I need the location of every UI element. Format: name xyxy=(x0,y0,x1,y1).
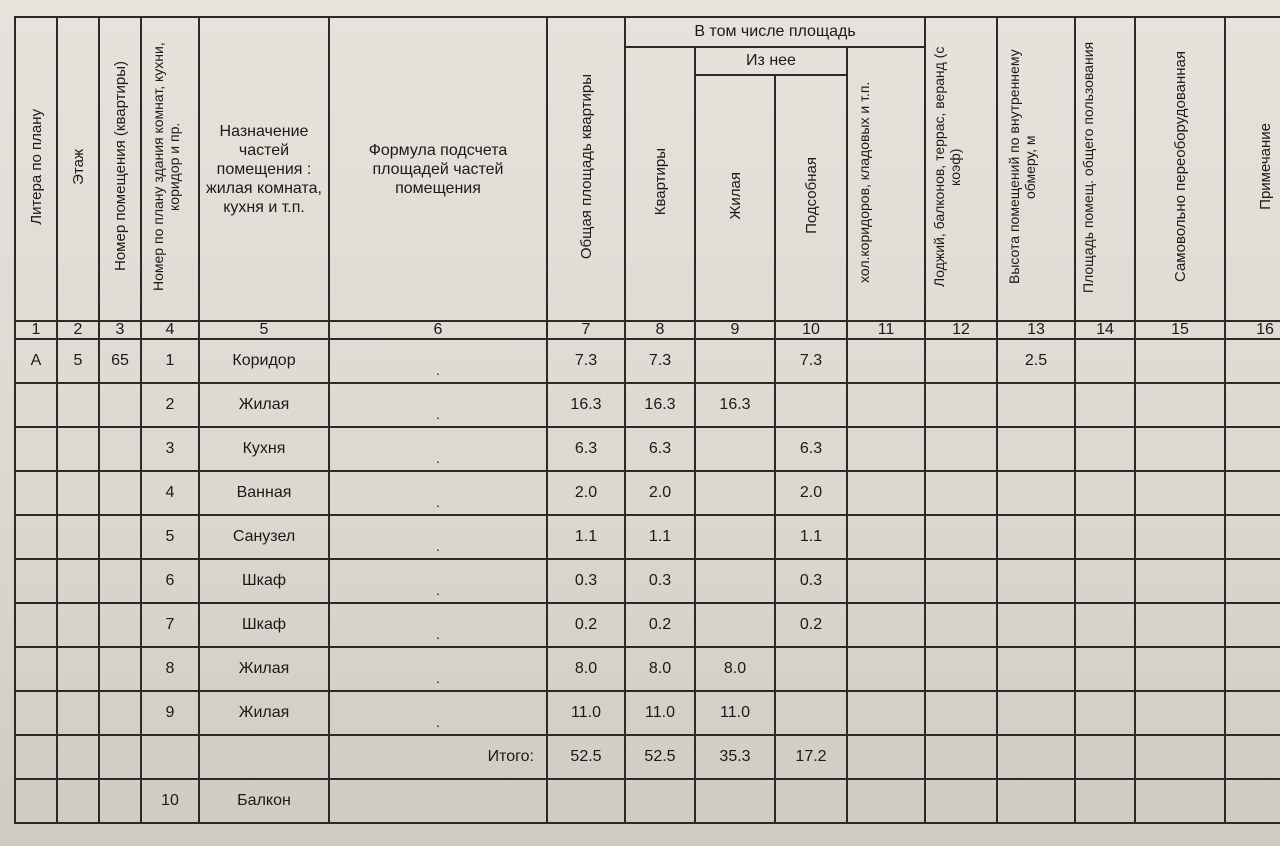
column-numbers-row xyxy=(15,321,1280,339)
room-purpose: Ванная xyxy=(199,471,329,515)
height xyxy=(997,383,1075,427)
litera xyxy=(15,691,57,735)
room-number: 10 xyxy=(141,779,199,823)
total-area: 7.3 xyxy=(547,339,625,383)
apartment-number xyxy=(99,471,141,515)
unauthorized xyxy=(1135,339,1225,383)
room-purpose: Жилая xyxy=(199,383,329,427)
unauthorized xyxy=(1135,647,1225,691)
table-row xyxy=(15,691,1280,735)
living-area xyxy=(695,603,775,647)
note xyxy=(1225,471,1280,515)
header-litera: Литера по плану xyxy=(15,17,57,321)
height xyxy=(997,691,1075,735)
height: 2.5 xyxy=(997,339,1075,383)
apartment-area: 1.1 xyxy=(625,515,695,559)
room-number: 7 xyxy=(141,603,199,647)
litera xyxy=(15,515,57,559)
common-area xyxy=(1075,647,1135,691)
column-number: 2 xyxy=(57,321,99,339)
room-number: 9 xyxy=(141,691,199,735)
total-area: 6.3 xyxy=(547,427,625,471)
litera xyxy=(15,471,57,515)
loggias xyxy=(925,559,997,603)
floor xyxy=(57,383,99,427)
table-row xyxy=(15,603,1280,647)
header-common-area: Площадь помещ. общего пользования xyxy=(1075,17,1135,321)
apartment-area: 0.2 xyxy=(625,603,695,647)
apartment-number xyxy=(99,383,141,427)
header-apartment-area: Квартиры xyxy=(625,47,695,321)
litera xyxy=(15,647,57,691)
cold-corridors xyxy=(847,691,925,735)
table-row xyxy=(15,427,1280,471)
column-number: 5 xyxy=(199,321,329,339)
formula: . xyxy=(329,603,547,647)
living-area: 16.3 xyxy=(695,383,775,427)
room-number: 8 xyxy=(141,647,199,691)
header-apartment: Номер помещения (квартиры) xyxy=(99,17,141,321)
common-area xyxy=(1075,691,1135,735)
floor xyxy=(57,515,99,559)
floor xyxy=(57,603,99,647)
unauthorized xyxy=(1135,559,1225,603)
header-auxiliary-area: Подсобная xyxy=(775,75,847,321)
note xyxy=(1225,515,1280,559)
common-area xyxy=(1075,515,1135,559)
formula: . xyxy=(329,647,547,691)
formula: . xyxy=(329,559,547,603)
floor xyxy=(57,559,99,603)
room-area-table xyxy=(14,16,1280,824)
table-row xyxy=(15,471,1280,515)
total-area: 11.0 xyxy=(547,691,625,735)
column-number: 9 xyxy=(695,321,775,339)
column-number: 13 xyxy=(997,321,1075,339)
column-number: 3 xyxy=(99,321,141,339)
note xyxy=(1225,427,1280,471)
note xyxy=(1225,647,1280,691)
totals-total-area: 52.5 xyxy=(547,735,625,779)
unauthorized xyxy=(1135,471,1225,515)
room-number: 6 xyxy=(141,559,199,603)
height xyxy=(997,515,1075,559)
cold-corridors xyxy=(847,383,925,427)
room-purpose: Жилая xyxy=(199,691,329,735)
room-purpose: Жилая xyxy=(199,647,329,691)
formula: . xyxy=(329,471,547,515)
loggias xyxy=(925,427,997,471)
totals-row xyxy=(15,735,1280,779)
column-number: 12 xyxy=(925,321,997,339)
table-row xyxy=(15,339,1280,383)
cold-corridors xyxy=(847,471,925,515)
note xyxy=(1225,559,1280,603)
living-area: 11.0 xyxy=(695,691,775,735)
table-row xyxy=(15,515,1280,559)
litera xyxy=(15,603,57,647)
cold-corridors xyxy=(847,427,925,471)
common-area xyxy=(1075,559,1135,603)
auxiliary-area: 0.3 xyxy=(775,559,847,603)
unauthorized xyxy=(1135,691,1225,735)
apartment-area: 2.0 xyxy=(625,471,695,515)
living-area: 8.0 xyxy=(695,647,775,691)
height xyxy=(997,603,1075,647)
apartment-area: 8.0 xyxy=(625,647,695,691)
living-area xyxy=(695,339,775,383)
cold-corridors xyxy=(847,559,925,603)
floor: 5 xyxy=(57,339,99,383)
note xyxy=(1225,383,1280,427)
total-area: 1.1 xyxy=(547,515,625,559)
unauthorized xyxy=(1135,603,1225,647)
totals-apartment-area: 52.5 xyxy=(625,735,695,779)
apartment-number xyxy=(99,427,141,471)
apartment-area: 0.3 xyxy=(625,559,695,603)
header-room-number: Номер по плану здания комнат, кухни, коридор и пр. xyxy=(141,17,199,321)
header-formula: Формула подсчета площадей частей помещения xyxy=(329,17,547,321)
apartment-area: 6.3 xyxy=(625,427,695,471)
common-area xyxy=(1075,383,1135,427)
unauthorized xyxy=(1135,427,1225,471)
column-number: 4 xyxy=(141,321,199,339)
header-loggias: Лоджий, балконов, террас, веранд (с коэф) xyxy=(925,17,997,321)
common-area xyxy=(1075,339,1135,383)
auxiliary-area xyxy=(775,691,847,735)
header-living-area: Жилая xyxy=(695,75,775,321)
apartment-number xyxy=(99,515,141,559)
apartment-area: 7.3 xyxy=(625,339,695,383)
room-purpose: Балкон xyxy=(199,779,329,823)
column-number: 11 xyxy=(847,321,925,339)
table-row xyxy=(15,559,1280,603)
header-floor: Этаж xyxy=(57,17,99,321)
loggias xyxy=(925,647,997,691)
room-purpose: Кухня xyxy=(199,427,329,471)
living-area xyxy=(695,427,775,471)
height xyxy=(997,559,1075,603)
height xyxy=(997,647,1075,691)
column-number: 6 xyxy=(329,321,547,339)
litera xyxy=(15,427,57,471)
common-area xyxy=(1075,471,1135,515)
unauthorized xyxy=(1135,383,1225,427)
formula: . xyxy=(329,515,547,559)
table-row xyxy=(15,647,1280,691)
litera xyxy=(15,383,57,427)
table-row xyxy=(15,779,1280,823)
header-group-area: В том числе площадь xyxy=(625,17,925,47)
column-number: 15 xyxy=(1135,321,1225,339)
header-unauthorized: Самовольно переоборудованная xyxy=(1135,17,1225,321)
auxiliary-area xyxy=(775,647,847,691)
column-number: 14 xyxy=(1075,321,1135,339)
totals-label: Итого: xyxy=(329,735,547,779)
header-sub-group: Из нее xyxy=(695,47,847,75)
total-area: 16.3 xyxy=(547,383,625,427)
cold-corridors xyxy=(847,515,925,559)
formula: . xyxy=(329,427,547,471)
totals-living-area: 35.3 xyxy=(695,735,775,779)
living-area xyxy=(695,559,775,603)
room-purpose: Шкаф xyxy=(199,603,329,647)
room-number: 1 xyxy=(141,339,199,383)
room-number: 3 xyxy=(141,427,199,471)
cold-corridors xyxy=(847,647,925,691)
auxiliary-area: 6.3 xyxy=(775,427,847,471)
apartment-area: 11.0 xyxy=(625,691,695,735)
floor xyxy=(57,647,99,691)
auxiliary-area xyxy=(775,383,847,427)
apartment-number xyxy=(99,647,141,691)
apartment-area: 16.3 xyxy=(625,383,695,427)
room-number: 2 xyxy=(141,383,199,427)
height xyxy=(997,427,1075,471)
room-purpose: Санузел xyxy=(199,515,329,559)
auxiliary-area: 0.2 xyxy=(775,603,847,647)
loggias xyxy=(925,691,997,735)
room-purpose: Шкаф xyxy=(199,559,329,603)
note xyxy=(1225,691,1280,735)
loggias xyxy=(925,383,997,427)
formula: . xyxy=(329,339,547,383)
total-area: 8.0 xyxy=(547,647,625,691)
column-number: 10 xyxy=(775,321,847,339)
litera: А xyxy=(15,339,57,383)
apartment-number: 65 xyxy=(99,339,141,383)
height xyxy=(997,471,1075,515)
apartment-number xyxy=(99,691,141,735)
auxiliary-area: 7.3 xyxy=(775,339,847,383)
auxiliary-area: 2.0 xyxy=(775,471,847,515)
apartment-number xyxy=(99,559,141,603)
common-area xyxy=(1075,603,1135,647)
loggias xyxy=(925,471,997,515)
common-area xyxy=(1075,427,1135,471)
totals-auxiliary-area: 17.2 xyxy=(775,735,847,779)
apartment-number xyxy=(99,603,141,647)
header-height: Высота помещений по внутреннему обмеру, м xyxy=(997,17,1075,321)
room-number: 5 xyxy=(141,515,199,559)
living-area xyxy=(695,515,775,559)
total-area: 2.0 xyxy=(547,471,625,515)
note xyxy=(1225,603,1280,647)
total-area: 0.2 xyxy=(547,603,625,647)
auxiliary-area: 1.1 xyxy=(775,515,847,559)
unauthorized xyxy=(1135,515,1225,559)
loggias xyxy=(925,339,997,383)
column-number: 16 xyxy=(1225,321,1280,339)
header-note: Примечание xyxy=(1225,17,1280,321)
formula: . xyxy=(329,383,547,427)
cold-corridors xyxy=(847,339,925,383)
header-total-area: Общая площадь квартиры xyxy=(547,17,625,321)
living-area xyxy=(695,471,775,515)
table-row xyxy=(15,383,1280,427)
loggias xyxy=(925,603,997,647)
formula: . xyxy=(329,691,547,735)
floor xyxy=(57,471,99,515)
litera xyxy=(15,559,57,603)
floor xyxy=(57,691,99,735)
column-number: 1 xyxy=(15,321,57,339)
total-area: 0.3 xyxy=(547,559,625,603)
column-number: 7 xyxy=(547,321,625,339)
loggias xyxy=(925,515,997,559)
room-number: 4 xyxy=(141,471,199,515)
note xyxy=(1225,339,1280,383)
column-number: 8 xyxy=(625,321,695,339)
table-body xyxy=(15,339,1280,735)
cold-corridors xyxy=(847,603,925,647)
floor xyxy=(57,427,99,471)
room-purpose: Коридор xyxy=(199,339,329,383)
header-cold-corridors: хол.коридоров, кладовых и т.п. xyxy=(847,47,925,321)
header-purpose: Назначение частей помещения : жилая комната, кухня и т.п. xyxy=(199,17,329,321)
